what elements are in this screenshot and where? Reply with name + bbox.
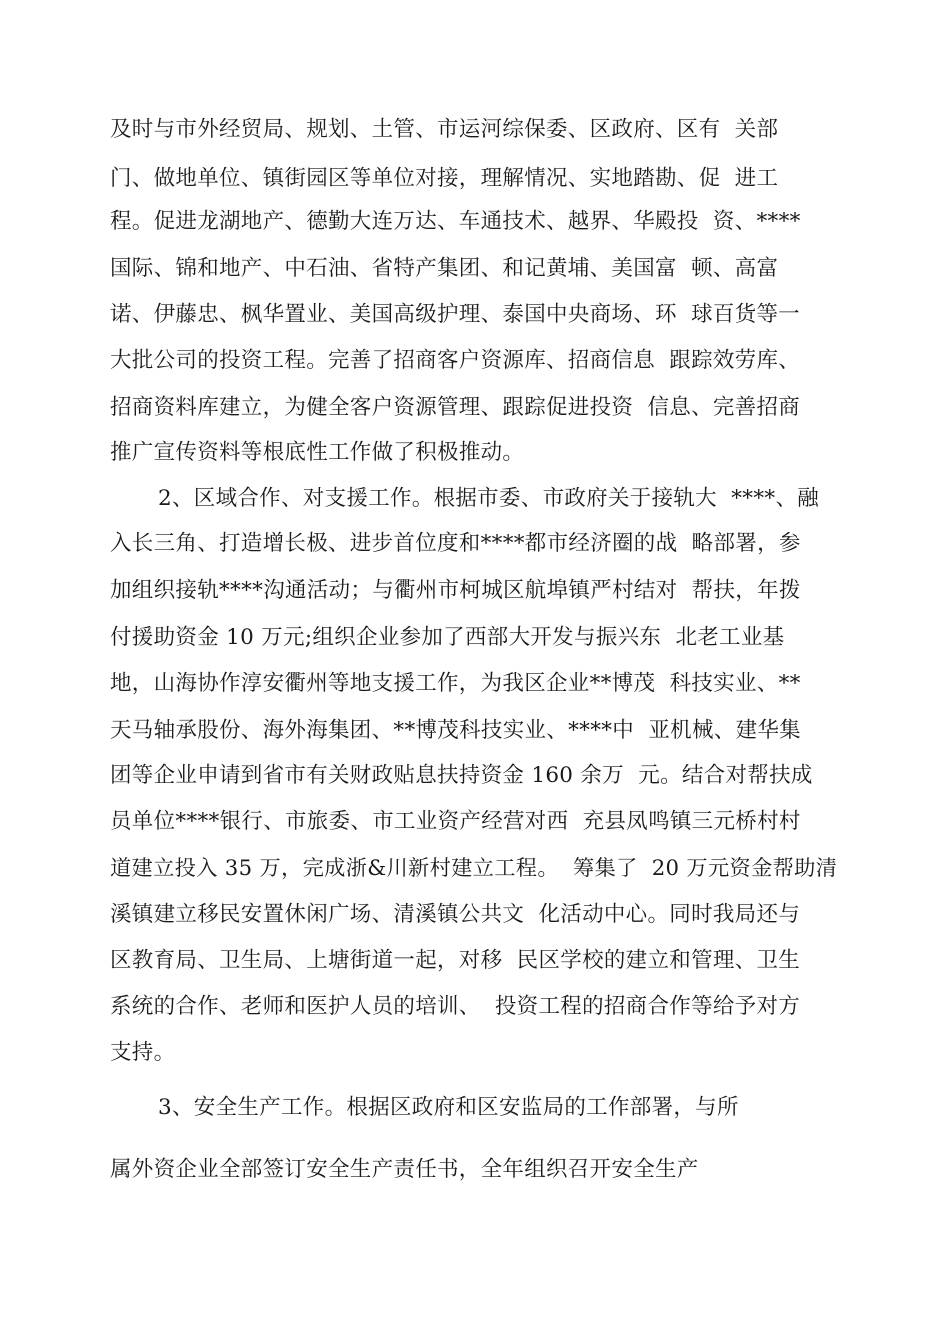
text-line: 员单位****银行、市旅委、市工业资产经营对西 充县凤鸣镇三元桥村村 — [110, 809, 801, 834]
text-line: 系统的合作、老师和医护人员的培训、 投资工程的招商合作等给予对方 — [110, 994, 801, 1019]
text-line: 团等企业申请到省市有关财政贴息扶持资金 160 余万 元。结合对帮扶成 — [110, 763, 813, 788]
text-line: 属外资企业全部签订安全生产责任书，全年组织召开安全生产 — [110, 1157, 699, 1182]
paragraph-3-first-line: 3、安全生产工作。根据区政府和区安监局的工作部署，与所 — [158, 1095, 739, 1120]
text-line: 区教育局、卫生局、上塘街道一起，对移 民区学校的建立和管理、卫生 — [110, 948, 801, 973]
text-line: 诺、伊藤忠、枫华置业、美国高级护理、泰国中央商场、环 球百货等一 — [110, 302, 801, 327]
text-line: 大批公司的投资工程。完善了招商客户资源库、招商信息 跟踪效劳库、 — [110, 348, 801, 373]
text-line: 溪镇建立移民安置休闲广场、清溪镇公共文 化活动中心。同时我局还与 — [110, 902, 801, 927]
text-line: 推广宣传资料等根底性工作做了积极推动。 — [110, 440, 525, 465]
text-line: 地，山海协作淳安衢州等地支援工作，为我区企业**博茂 科技实业、** — [110, 671, 801, 696]
text-line: 道建立投入 35 万，完成浙&川新村建立工程。 筹集了 20 万元资金帮助清 — [110, 856, 838, 881]
text-line: 付援助资金 10 万元;组织企业参加了西部大开发与振兴东 北老工业基 — [110, 625, 785, 650]
text-line: 程。促进龙湖地产、德勤大连万达、车通技术、越界、华殿投 资、**** — [110, 209, 801, 234]
text-line: 国际、锦和地产、中石油、省特产集团、和记黄埔、美国富 顿、高富 — [110, 256, 779, 281]
text-line: 天马轴承股份、海外海集团、**博茂科技实业、****中 亚机械、建华集 — [110, 718, 801, 743]
text-line: 及时与市外经贸局、规划、土管、市运河综保委、区政府、区有 关部 — [110, 117, 779, 142]
text-line: 支持。 — [110, 1040, 176, 1065]
paragraph-2-first-line: 2、区域合作、对支援工作。根据市委、市政府关于接轨大 ****、融 — [158, 486, 820, 511]
text-line: 加组织接轨****沟通活动；与衢州市柯城区航埠镇严村结对 帮扶，年拨 — [110, 578, 801, 603]
text-line: 招商资料库建立，为健全客户资源管理、跟踪促进投资 信息、完善招商 — [110, 395, 801, 420]
text-line: 门、做地单位、镇街园区等单位对接，理解情况、实地踏勘、促 进工 — [110, 166, 779, 191]
text-line: 入长三角、打造增长极、进步首位度和****都市经济圈的战 略部署，参 — [110, 531, 801, 556]
